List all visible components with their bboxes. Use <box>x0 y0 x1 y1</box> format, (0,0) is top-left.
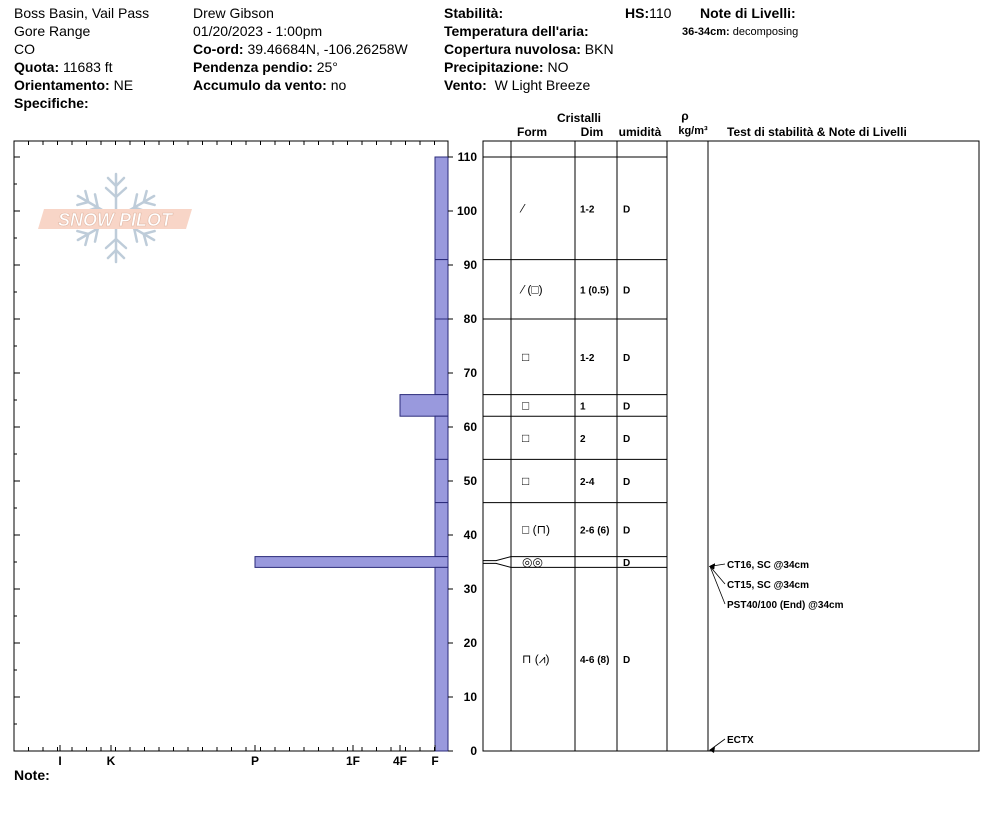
row-moisture: D <box>623 558 631 569</box>
row-size: 1 (0.5) <box>580 285 609 297</box>
table-row <box>511 503 667 537</box>
row-form: ⁄ <box>522 201 525 216</box>
aspect-value: NE <box>113 77 134 93</box>
hardness-bar <box>435 319 448 395</box>
row-moisture: D <box>623 525 631 537</box>
test-label: PST40/100 (End) @34cm <box>727 600 844 611</box>
height-tick-label: 50 <box>463 474 477 488</box>
hardness-tick-label: 4F <box>392 754 408 768</box>
table-row <box>511 416 667 445</box>
hardness-bar <box>435 416 448 459</box>
test-arrow-icon <box>709 747 715 753</box>
aspect-label: Orientamento: <box>14 77 110 93</box>
air-temp-label: Temperatura dell'aria: <box>444 23 589 39</box>
test-label: CT15, SC @34cm <box>727 580 810 591</box>
table-row <box>511 319 667 364</box>
row-moisture: D <box>623 477 631 488</box>
row-size: 4-6 (8) <box>580 655 610 667</box>
state: CO <box>14 41 35 57</box>
wind-value: W Light Breeze <box>494 77 591 93</box>
row-form: □ (⊓) <box>522 522 550 537</box>
row-moisture: D <box>623 204 631 216</box>
table-row <box>511 459 667 488</box>
row-form: ⊓ (⩘) <box>522 652 550 667</box>
row-size: 1-2 <box>580 352 595 364</box>
row-form: □ <box>522 430 530 445</box>
col-moisture: umidità <box>618 125 662 139</box>
observer: Drew Gibson <box>193 5 274 21</box>
elevation-value: 11683 ft <box>63 59 113 75</box>
hardness-bar <box>400 395 448 417</box>
datetime: 01/20/2023 - 1:00pm <box>193 23 323 39</box>
hardness-tick-label: 1F <box>345 754 361 768</box>
test-label: CT16, SC @34cm <box>727 560 810 571</box>
col-crystals: Cristalli <box>556 111 602 125</box>
row-form: ◎◎ <box>522 555 543 569</box>
cloud-value: BKN <box>584 41 614 57</box>
hardness-bar <box>435 503 448 557</box>
hardness-tick-label: P <box>250 754 260 768</box>
stability-tests <box>709 560 844 753</box>
col-size: Dim <box>580 125 604 139</box>
col-density-unit: kg/m³ <box>678 125 708 137</box>
hs-label: HS: <box>625 5 650 21</box>
row-moisture: D <box>623 285 631 297</box>
note-label: Note: <box>14 767 50 783</box>
elevation-label: Quota: <box>14 59 60 75</box>
coord-value: 39.46684N, -106.26258W <box>247 41 408 57</box>
row-size: 2-6 (6) <box>580 525 610 537</box>
height-tick-label: 60 <box>463 420 477 434</box>
table-row <box>511 260 667 297</box>
height-tick-label: 0 <box>470 744 477 758</box>
row-moisture: D <box>623 352 631 364</box>
height-axis <box>448 150 477 758</box>
row-form: □ <box>522 398 530 413</box>
row-size: 1 <box>580 401 586 413</box>
hardness-bars <box>255 157 448 751</box>
hardness-bar <box>435 459 448 502</box>
coord-label: Co-ord: <box>193 41 244 57</box>
row-moisture: D <box>623 655 631 667</box>
height-tick-label: 30 <box>463 582 477 596</box>
stability-test <box>709 735 754 753</box>
col-density-symbol: ρ <box>681 109 689 123</box>
height-tick-label: 20 <box>463 636 477 650</box>
location: Boss Basin, Vail Pass <box>14 5 150 21</box>
precip-value: NO <box>547 59 569 75</box>
row-moisture: D <box>623 433 631 445</box>
row-form: □ <box>522 349 530 364</box>
table-row <box>511 567 667 666</box>
height-tick-label: 100 <box>456 204 477 218</box>
row-moisture: D <box>623 401 631 413</box>
wind-loading-value: no <box>330 77 347 93</box>
slope-label: Pendenza pendio: <box>193 59 313 75</box>
wind-label: Vento: <box>444 77 487 93</box>
hardness-bar <box>435 157 448 260</box>
row-size: 1-2 <box>580 204 595 216</box>
snowpilot-logo <box>38 174 192 262</box>
logo-text: SNOW PILOT <box>58 210 172 230</box>
height-tick-label: 90 <box>463 258 477 272</box>
cloud-label: Copertura nuvolosa: <box>444 41 581 57</box>
specifics-label: Specifiche: <box>14 95 89 111</box>
layer-boundary <box>483 557 511 561</box>
stability-label: Stabilità: <box>444 5 504 21</box>
hardness-tick-label: F <box>431 754 439 768</box>
table-row <box>511 395 667 413</box>
layer-note-text: decomposing <box>732 26 799 38</box>
col-form: Form <box>517 125 547 139</box>
wind-loading-label: Accumulo da vento: <box>193 77 327 93</box>
row-form: ⁄ (□) <box>522 282 543 297</box>
height-tick-label: 110 <box>457 150 477 164</box>
stability-test <box>709 560 809 571</box>
hardness-axis <box>14 745 439 768</box>
test-leader <box>710 566 725 604</box>
precip-label: Precipitazione: <box>444 59 544 75</box>
hardness-tick-label: K <box>106 754 116 768</box>
layer-table-frame <box>483 141 979 751</box>
hardness-bar <box>435 567 448 751</box>
row-size: 2-4 <box>580 477 595 488</box>
height-tick-label: 40 <box>463 528 477 542</box>
row-form: □ <box>522 474 530 488</box>
height-tick-label: 10 <box>463 690 477 704</box>
left-axis-ticks <box>14 141 435 751</box>
layer-boundary <box>483 563 511 567</box>
range: Gore Range <box>14 23 91 39</box>
layer-note-range: 36-34cm: <box>682 26 730 38</box>
test-label: ECTX <box>727 735 754 746</box>
test-leader <box>710 739 725 750</box>
hs-value: 110 <box>649 5 672 21</box>
hardness-tick-label: I <box>58 754 62 768</box>
hardness-bar <box>255 557 448 568</box>
hardness-bar <box>435 260 448 319</box>
layer-notes-label: Note di Livelli: <box>700 5 796 21</box>
slope-value: 25° <box>316 59 338 75</box>
col-tests: Test di stabilità & Note di Livelli <box>727 125 907 139</box>
test-leader <box>710 566 725 584</box>
height-tick-label: 80 <box>463 312 477 326</box>
height-tick-label: 70 <box>463 366 477 380</box>
row-size: 2 <box>580 433 586 445</box>
